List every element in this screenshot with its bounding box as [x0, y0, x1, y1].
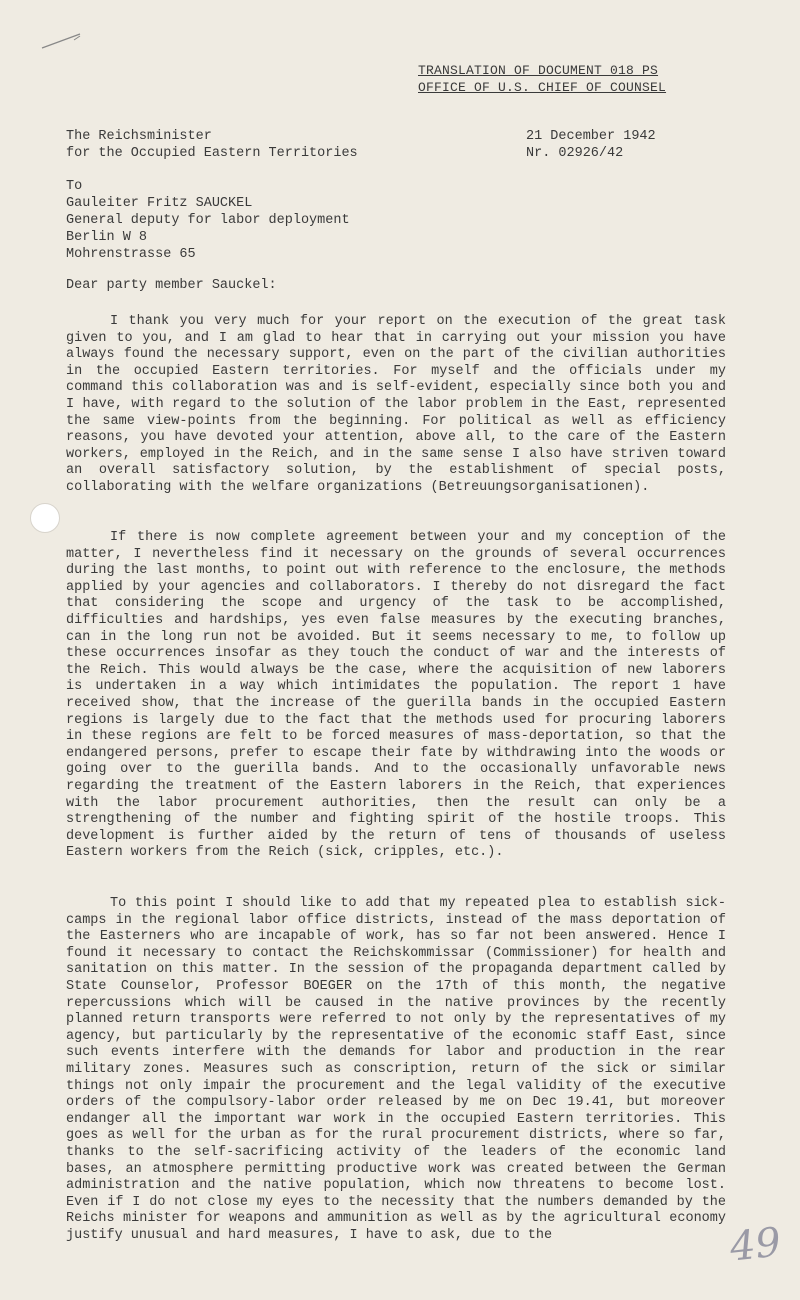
addressee-to: To	[66, 179, 83, 194]
paragraph-2: If there is now complete agreement between your and my conception of the matter, I nevertheless find it necessary on the grounds of several occurrences during the last months, to point out with reference to the enclosure, the methods applied by your agencies and collaborators. I thereby do not disregard the fact that considering the scope and urgency of the task to be accomplished, difficulties and hardships, yes even false measures by the executing branches, can in the long run not be avoided. But it seems necessary to me, to follow up these occurrences insofar as they touch the conduct of war and the interests of the Reich. This would always be the case, where the acquisition of new laborers is undertaken in a way which intimidates the population. The report 1 have received show, that the increase of the guerilla bands in the occupied Eastern regions is largely due to the fact that the methods used for procuring laborers in these regions are felt to be forced measures of mass-deportation, so that the endangered persons, prefer to escape their fate by withdrawing into the woods or going over to the guerilla bands. And to the occasionally unfavorable news regarding the treatment of the Eastern laborers in the Reich, that experiences with the labor procurement authorities, then the result can only be a strengthening of the number and fighting spirit of the hostile troops. This development is further aided by the return of tens of thousands of useless Eastern workers from the Reich (sick, cripples, etc.).	[66, 530, 726, 861]
sender-line-1: The Reichsminister	[66, 129, 212, 144]
header-line-2: OFFICE OF U.S. CHIEF OF COUNSEL	[418, 80, 667, 95]
addressee-block	[66, 178, 350, 263]
sender-line-2: for the Occupied Eastern Territories	[66, 146, 358, 161]
addressee-street: Mohrenstrasse 65	[66, 247, 196, 262]
letter-number: Nr. 02926/42	[526, 146, 624, 161]
sender-block	[66, 128, 358, 162]
addressee-city: Berlin W 8	[66, 230, 148, 245]
addressee-title: General deputy for labor deployment	[66, 213, 350, 228]
addressee-name: Gauleiter Fritz SAUCKEL	[66, 196, 253, 211]
letter-date: 21 December 1942	[526, 129, 656, 144]
paragraph-3: To this point I should like to add that my repeated plea to establish sick-camps in the regional labor office districts, instead of the mass deportation of the Easterners who are incapable of work, has so far not been answered. Hence I found it necessary to contact the Reichskommissar (Commissioner) for health and sanitation on this matter. In the session of the propaganda department called by State Counselor, Professor BOEGER on the 17th of this month, the negative repercussions which will be caused in the native provinces by the recently planned return transports were referred to not only by the representatives of my agency, but particularly by the representative of the economic staff East, since such events interfere with the demands for labor and production in the rear military zones. Measures such as conscription, return of the sick or similar things not only impair the procurement and the legal validity of the executive orders of the compulsory-labor order released by me on Dec 19.41, but moreover endanger all the important war work in the occupied Eastern territories. This goes as well for the urban as for the rural procurement districts, where so far, thanks to the self-sacrificing activity of the leaders of the economic land bases, an atmosphere permitting productive work was created between the German administration and the native population, which now threatens to become lost. Even if I do not close my eyes to the necessity that the numbers demanded by the Reichs minister for weapons and ammunition as well as by the agricultural economy justify unusual and hard measures, I have to ask, due to the	[66, 896, 726, 1243]
date-block	[526, 128, 656, 162]
punch-hole	[30, 503, 60, 533]
translation-header	[418, 62, 688, 96]
header-line-1: TRANSLATION OF DOCUMENT 018 PS	[418, 63, 659, 78]
salutation: Dear party member Sauckel:	[66, 278, 277, 293]
pencil-mark-icon	[40, 30, 90, 50]
handwritten-page-number: 49	[727, 1219, 784, 1271]
paragraph-1: I thank you very much for your report on the execution of the great task given to you, and I am glad to hear that in carrying out your mission you have always found the necessary support, even on the part of the civilian authorities in the occupied Eastern territories. For myself and the officials under my command this collaboration was and is self-evident, especially since both you and I have, with regard to the solution of the labor problem in the East, represented the same view-points from the beginning. For political as well as efficiency reasons, you have devoted your attention, above all, to the care of the Eastern workers, employed in the Reich, and in the same sense I also have striven toward an overall satisfactory solution, by the establishment of special posts, collaborating with the welfare organizations (Betreuungsorganisationen).	[66, 314, 726, 495]
